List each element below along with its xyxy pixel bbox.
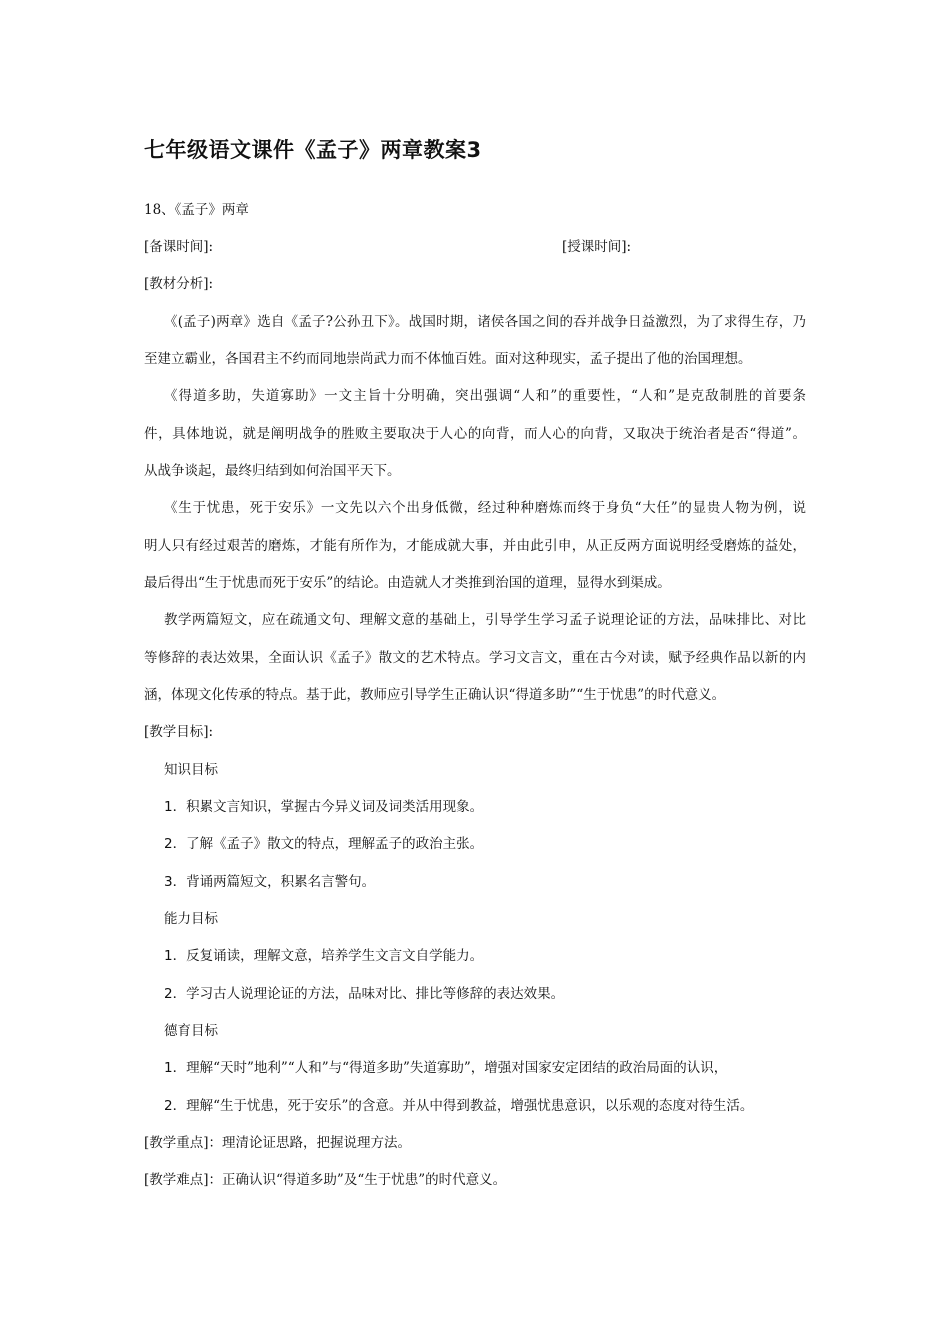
analysis-line: 教学两篇短文，应在疏通文句、理解文意的基础上，引导学生学习孟子说理论证的方法，品味排比、对比 [164,612,806,628]
item-text: 积累文言知识，掌握古今异义词及词类活用现象。 [186,799,484,815]
document-title: 七年级语文课件《孟子》两章教案3 [144,138,482,162]
item-number: 3 [164,874,173,890]
item-number: 2 [164,1098,173,1114]
item-number: 2 [164,986,173,1002]
moral-heading: 德育目标 [164,1023,218,1039]
knowledge-item: 1．积累文言知识，掌握古今异义词及词类活用现象。 [164,799,484,815]
knowledge-item: 2．了解《孟子》散文的特点，理解孟子的政治主张。 [164,836,484,852]
knowledge-item: 3．背诵两篇短文，积累名言警句。 [164,874,376,890]
analysis-line: 《得道多助，失道寡助》一文主旨十分明确，突出强调“人和”的重要性，“人和”是克敌制胜的首要条 [164,388,806,404]
item-text: 反复诵读，理解文意，培养学生文言文自学能力。 [186,948,484,964]
knowledge-heading: 知识目标 [164,762,218,778]
ability-item: 2．学习古人说理论证的方法，品味对比、排比等修辞的表达效果。 [164,986,565,1002]
time-row [144,237,806,257]
analysis-line: 《生于忧患，死于安乐》一文先以六个出身低微，经过种种磨炼而终于身负“大任”的显贵人物为例，说 [164,500,806,516]
difficulties: [教学难点]：正确认识“得道多助”及“生于忧患”的时代意义。 [144,1172,507,1188]
item-text: 理解“生于忧患，死于安乐”的含意。并从中得到教益，增强忧患意识，以乐观的态度对待生活。 [186,1098,754,1114]
chapter-heading: 18、《孟子》两章 [144,202,249,218]
analysis-line: 从战争谈起，最终归结到如何治国平天下。 [144,463,401,479]
goals-heading: [教学目标]: [144,724,214,740]
analysis-line: 涵，体现文化传承的特点。基于此，教师应引导学生正确认识“得道多助”“生于忧患”的时代意义。 [144,687,726,703]
key-points: [教学重点]：理清论证思路，把握说理方法。 [144,1135,412,1151]
item-text: 学习古人说理论证的方法，品味对比、排比等修辞的表达效果。 [186,986,565,1002]
item-text: 了解《孟子》散文的特点，理解孟子的政治主张。 [186,836,484,852]
item-number: 1 [164,1060,173,1076]
item-number: 2 [164,836,173,852]
moral-item: 2．理解“生于忧患，死于安乐”的含意。并从中得到教益，增强忧患意识，以乐观的态度对待生活。 [164,1098,754,1114]
analysis-line: 等修辞的表达效果，全面认识《孟子》散文的艺术特点。学习文言文，重在古今对读，赋予经典作品以新的内 [144,650,806,666]
ability-heading: 能力目标 [164,911,218,927]
prep-time-label: [备课时间]: [144,239,214,255]
teach-time-label: [授课时间]: [562,239,632,255]
analysis-line: 至建立霸业，各国君主不约而同地崇尚武力而不体恤百姓。面对这种现实，孟子提出了他的治国理想。 [144,351,752,367]
item-text: 背诵两篇短文，积累名言警句。 [186,874,376,890]
item-number: 1 [164,948,173,964]
analysis-heading: [教材分析]: [144,276,214,292]
analysis-line: 最后得出“生于忧患而死于安乐”的结论。由造就人才类推到治国的道理，显得水到渠成。 [144,575,671,591]
ability-item: 1．反复诵读，理解文意，培养学生文言文自学能力。 [164,948,484,964]
item-number: 1 [164,799,173,815]
item-text: 理解“天时”地利”“人和”与“得道多助”失道寡助”，增强对国家安定团结的政治局面的认识， [186,1060,728,1076]
moral-item: 1．理解“天时”地利”“人和”与“得道多助”失道寡助”，增强对国家安定团结的政治局面的认识， [164,1060,728,1076]
analysis-line: 明人只有经过艰苦的磨炼，才能有所作为，才能成就大事，并由此引申，从正反两方面说明经受磨炼的益处， [144,538,806,554]
analysis-line: 《(孟子)两章》选自《孟子?公孙丑下》。战国时期，诸侯各国之间的吞并战争日益激烈，为了求得生存，乃 [164,314,806,330]
analysis-line: 件，具体地说，就是阐明战争的胜败主要取决于人心的向背，而人心的向背，又取决于统治者是否“得道”。 [144,426,806,442]
